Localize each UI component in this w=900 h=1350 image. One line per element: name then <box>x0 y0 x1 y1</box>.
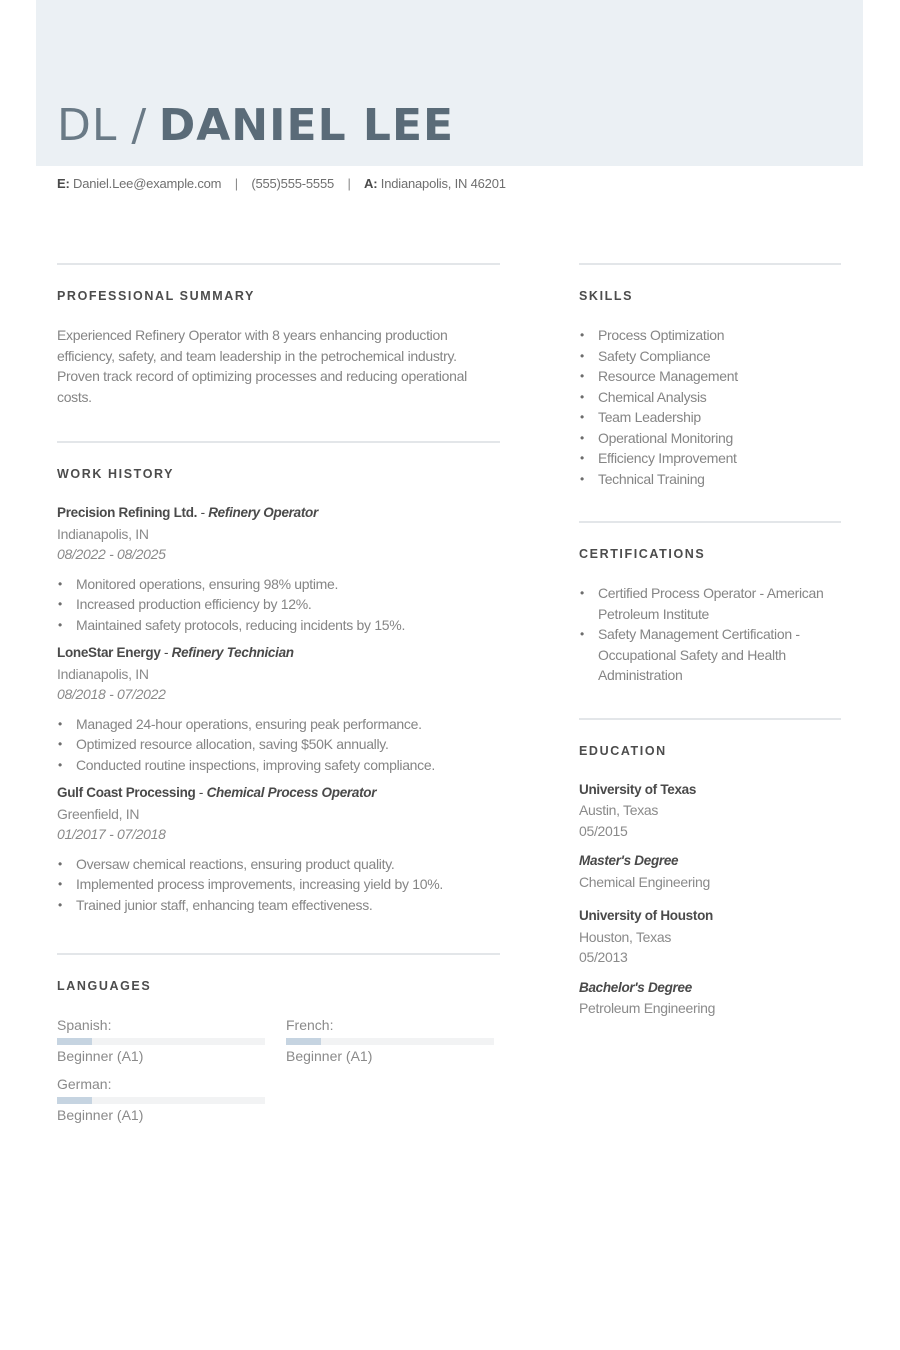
list-item: • Maintained safety protocols, reducing incidents by 15%. <box>57 615 500 636</box>
list-item: • Trained junior staff, enhancing team effectiveness. <box>57 895 500 916</box>
language-item <box>57 1015 265 1066</box>
job-entry <box>57 783 500 915</box>
education-entry <box>579 906 841 1019</box>
skill-item: • Efficiency Improvement <box>579 448 841 469</box>
candidate-name <box>57 96 454 154</box>
section-title: WORK HISTORY <box>57 467 175 481</box>
language-level: Beginner (A1) <box>286 1048 373 1064</box>
dash: - <box>195 785 207 800</box>
section-divider <box>579 718 841 720</box>
school-location: Austin, Texas <box>579 802 659 818</box>
section-title: PROFESSIONAL SUMMARY <box>57 289 255 303</box>
school-name: University of Texas <box>579 781 697 797</box>
job-location: Indianapolis, IN <box>57 665 149 682</box>
language-name: German: <box>57 1076 112 1092</box>
section-divider <box>57 263 500 265</box>
job-heading <box>57 503 500 524</box>
skill-item: • Operational Monitoring <box>579 428 841 449</box>
language-name: Spanish: <box>57 1017 112 1033</box>
section-divider <box>579 521 841 523</box>
certifications-list <box>579 583 841 686</box>
certification-item: • Certified Process Operator - American Petroleum Institute <box>579 583 841 624</box>
section-title: CERTIFICATIONS <box>579 547 706 561</box>
education-entry <box>579 780 841 893</box>
job-dates: 08/2018 - 07/2022 <box>57 686 166 702</box>
education-section <box>579 718 841 1019</box>
skills-section <box>579 263 841 489</box>
email[interactable]: Daniel.Lee@example.com <box>73 176 222 191</box>
language-proficiency-bar <box>286 1038 494 1045</box>
skill-item: • Process Optimization <box>579 325 841 346</box>
section-divider <box>579 263 841 265</box>
list-item: • Oversaw chemical reactions, ensuring product quality. <box>57 854 500 875</box>
separator: | <box>347 176 351 191</box>
list-item: • Implemented process improvements, increasing yield by 10%. <box>57 874 500 895</box>
field-of-study: Petroleum Engineering <box>579 1000 716 1016</box>
skills-list <box>579 325 841 489</box>
language-proficiency-fill <box>286 1038 321 1045</box>
graduation-date: 05/2015 <box>579 822 628 839</box>
name-slash: / <box>131 100 147 151</box>
job-title: Refinery Operator <box>208 505 318 520</box>
language-level: Beginner (A1) <box>57 1048 144 1064</box>
language-level: Beginner (A1) <box>57 1107 144 1123</box>
language-item <box>286 1015 494 1066</box>
job-entry <box>57 503 500 635</box>
professional-summary-section <box>57 263 500 407</box>
phone: (555)555-5555 <box>251 176 335 191</box>
address: Indianapolis, IN 46201 <box>380 176 506 191</box>
name-initials: DL <box>57 100 118 151</box>
language-proficiency-bar <box>57 1038 265 1045</box>
skill-item: • Technical Training <box>579 469 841 490</box>
skill-item: • Chemical Analysis <box>579 387 841 408</box>
language-proficiency-fill <box>57 1038 92 1045</box>
section-title: LANGUAGES <box>57 979 152 993</box>
contact-line <box>57 176 506 191</box>
job-dates: 01/2017 - 07/2018 <box>57 826 166 842</box>
job-location: Indianapolis, IN <box>57 525 149 542</box>
language-proficiency-bar <box>57 1097 265 1104</box>
email-label: E: <box>57 176 70 191</box>
address-label: A: <box>364 176 378 191</box>
job-heading <box>57 783 500 804</box>
list-item: • Conducted routine inspections, improving safety compliance. <box>57 755 500 776</box>
work-history-section <box>57 441 500 915</box>
section-title: SKILLS <box>579 289 634 303</box>
list-item: • Managed 24-hour operations, ensuring peak performance. <box>57 714 500 735</box>
company: LoneStar Energy <box>57 645 161 660</box>
graduation-date: 05/2013 <box>579 949 628 965</box>
company: Precision Refining Ltd. <box>57 505 198 520</box>
language-item <box>57 1074 265 1125</box>
degree: Bachelor's Degree <box>579 979 692 995</box>
list-item: • Increased production efficiency by 12%. <box>57 594 500 615</box>
list-item: • Optimized resource allocation, saving $50K annually. <box>57 734 500 755</box>
job-bullets <box>57 714 500 776</box>
separator: | <box>234 176 238 191</box>
language-name: French: <box>286 1017 334 1033</box>
right-column <box>579 263 841 1053</box>
job-title: Chemical Process Operator <box>206 785 377 800</box>
full-name: DANIEL LEE <box>158 100 455 151</box>
job-bullets <box>57 854 500 916</box>
field-of-study: Chemical Engineering <box>579 873 710 890</box>
job-heading <box>57 643 500 664</box>
certifications-section <box>579 521 841 686</box>
section-divider <box>57 441 500 443</box>
company: Gulf Coast Processing <box>57 785 196 800</box>
section-divider <box>57 953 500 955</box>
job-title: Refinery Technician <box>171 645 294 660</box>
section-title: EDUCATION <box>579 743 667 758</box>
skill-item: • Safety Compliance <box>579 346 841 367</box>
language-proficiency-fill <box>57 1097 92 1104</box>
dash: - <box>197 505 209 520</box>
job-entry <box>57 643 500 775</box>
job-dates: 08/2022 - 08/2025 <box>57 546 166 562</box>
language-list <box>57 1015 500 1125</box>
skill-item: • Team Leadership <box>579 407 841 428</box>
school-name: University of Houston <box>579 908 713 923</box>
skill-item: • Resource Management <box>579 366 841 387</box>
languages-section <box>57 953 500 1125</box>
degree: Master's Degree <box>579 853 679 868</box>
left-column <box>57 263 500 1159</box>
list-item: • Monitored operations, ensuring 98% uptime. <box>57 574 500 595</box>
certification-item: • Safety Management Certification - Occupational Safety and Health Administration <box>579 624 841 686</box>
job-bullets <box>57 574 500 636</box>
school-location: Houston, Texas <box>579 928 672 945</box>
job-location: Greenfield, IN <box>57 805 140 822</box>
dash: - <box>160 645 172 660</box>
summary-text: Experienced Refinery Operator with 8 years enhancing production efficiency, safety, and team leadership in the petrochemical industry. Proven track record of optimizing processes and reducing operational costs. <box>57 327 467 405</box>
